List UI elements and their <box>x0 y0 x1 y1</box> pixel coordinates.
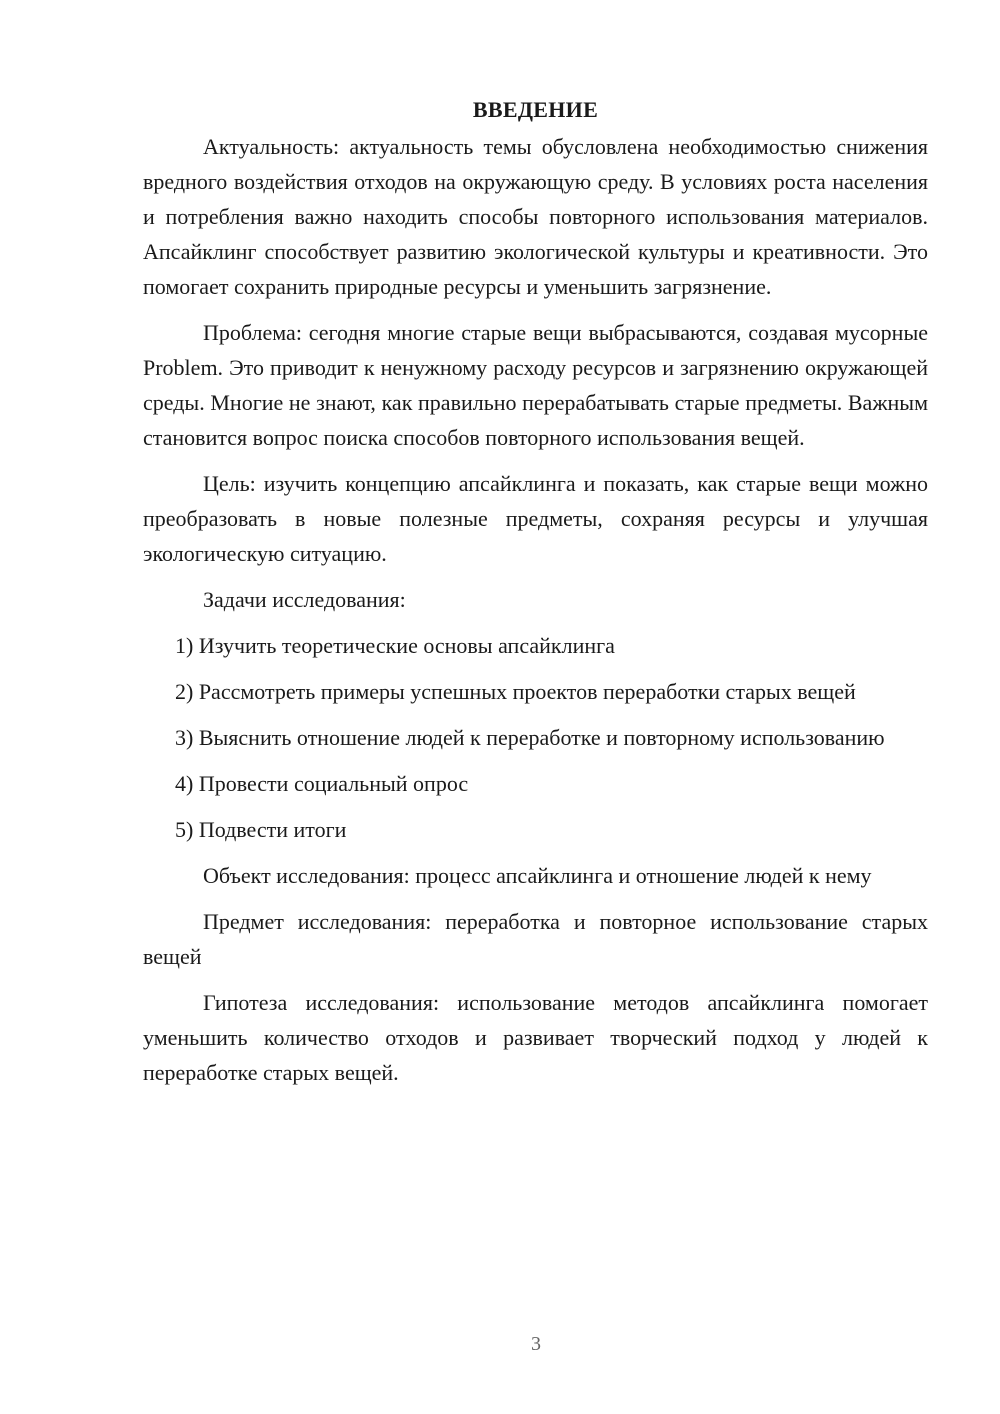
page-number: 3 <box>531 1333 541 1355</box>
paragraph-tasks-heading: Задачи исследования: <box>203 587 406 612</box>
task-item-1: 1) Изучить теоретические основы апсайклинга <box>175 633 615 658</box>
page-title: ВВЕДЕНИЕ <box>472 97 599 122</box>
task-item-2: 2) Рассмотреть примеры успешных проектов переработки старых вещей <box>175 679 856 704</box>
paragraph-subject: Предмет исследования: переработка и повторное использование старых вещей <box>143 909 928 969</box>
paragraph-relevance: Актуальность: актуальность темы обусловлена необходимостью снижения вредного воздействия отходов на окружающую среду. В условиях роста населения и потребления важно находить способы повторного использования материалов. Апсайклинг способствует развитию экологической культуры и креативности. Это помогает сохранить природные ресурсы и уменьшить загрязнение. <box>143 134 928 299</box>
task-item-4: 4) Провести социальный опрос <box>175 771 469 796</box>
task-item-3: 3) Выяснить отношение людей к переработке и повторному использованию <box>175 725 885 750</box>
paragraph-hypothesis: Гипотеза исследования: использование методов апсайклинга помогает уменьшить количество отходов и развивает творческий подход у людей к переработке старых вещей. <box>143 990 928 1085</box>
paragraph-problem: Проблема: сегодня многие старые вещи выбрасываются, создавая мусорные Problem. Это приводит к ненужному расходу ресурсов и загрязнению окружающей среды. Многие не знают, как правильно перерабатывать старые предметы. Важным становится вопрос поиска способов повторного использования вещей. <box>143 320 928 450</box>
document-page <box>143 95 928 1101</box>
task-item-5: 5) Подвести итоги <box>175 817 347 842</box>
paragraph-object: Объект исследования: процесс апсайклинга и отношение людей к нему <box>203 863 872 888</box>
paragraph-goal: Цель: изучить концепцию апсайклинга и показать, как старые вещи можно преобразовать в новые полезные предметы, сохраняя ресурсы и улучшая экологическую ситуацию. <box>143 471 928 566</box>
